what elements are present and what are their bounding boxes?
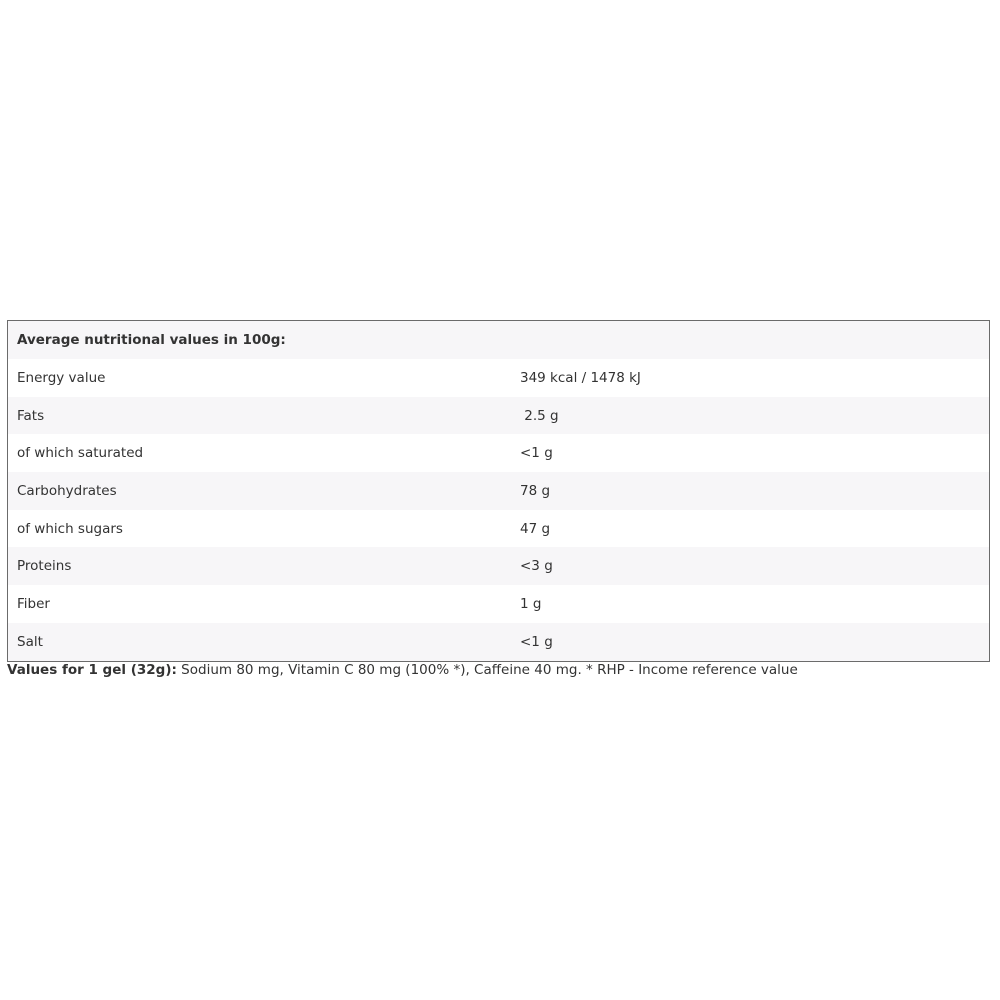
nutrient-name: of which sugars [17, 520, 123, 537]
table-header: Average nutritional values in 100g: [17, 332, 286, 348]
table-row [8, 359, 989, 397]
nutrient-value: <1 g [520, 445, 553, 462]
table-row [8, 434, 989, 472]
nutrient-name: of which saturated [17, 445, 144, 462]
table-header-row [8, 321, 989, 359]
footnote-label: Values for 1 gel (32g): [7, 662, 177, 678]
nutrient-value: 2.5 g [520, 407, 559, 424]
nutrient-name: Fiber [17, 595, 50, 612]
serving-footnote [7, 662, 992, 678]
nutrient-name: Energy value [17, 369, 106, 386]
table-row [8, 397, 989, 435]
nutrient-name: Proteins [17, 558, 72, 575]
nutrient-value: 1 g [520, 595, 542, 612]
table-row [8, 623, 989, 661]
footnote-text: Sodium 80 mg, Vitamin C 80 mg (100% *), Caffeine 40 mg. * RHP - Income reference value [176, 662, 798, 678]
nutrient-name: Fats [17, 407, 45, 424]
table-row [8, 585, 989, 623]
nutrient-name: Carbohydrates [17, 482, 117, 499]
nutrient-value: 349 kcal / 1478 kJ [520, 369, 641, 386]
nutrient-value: <1 g [520, 633, 553, 650]
table-row [8, 472, 989, 510]
table-row [8, 510, 989, 548]
nutrition-table [7, 320, 990, 662]
table-row [8, 547, 989, 585]
nutrient-name: Salt [17, 633, 43, 650]
nutrient-value: <3 g [520, 558, 553, 575]
nutrient-value: 47 g [520, 520, 551, 537]
nutrient-value: 78 g [520, 482, 551, 499]
